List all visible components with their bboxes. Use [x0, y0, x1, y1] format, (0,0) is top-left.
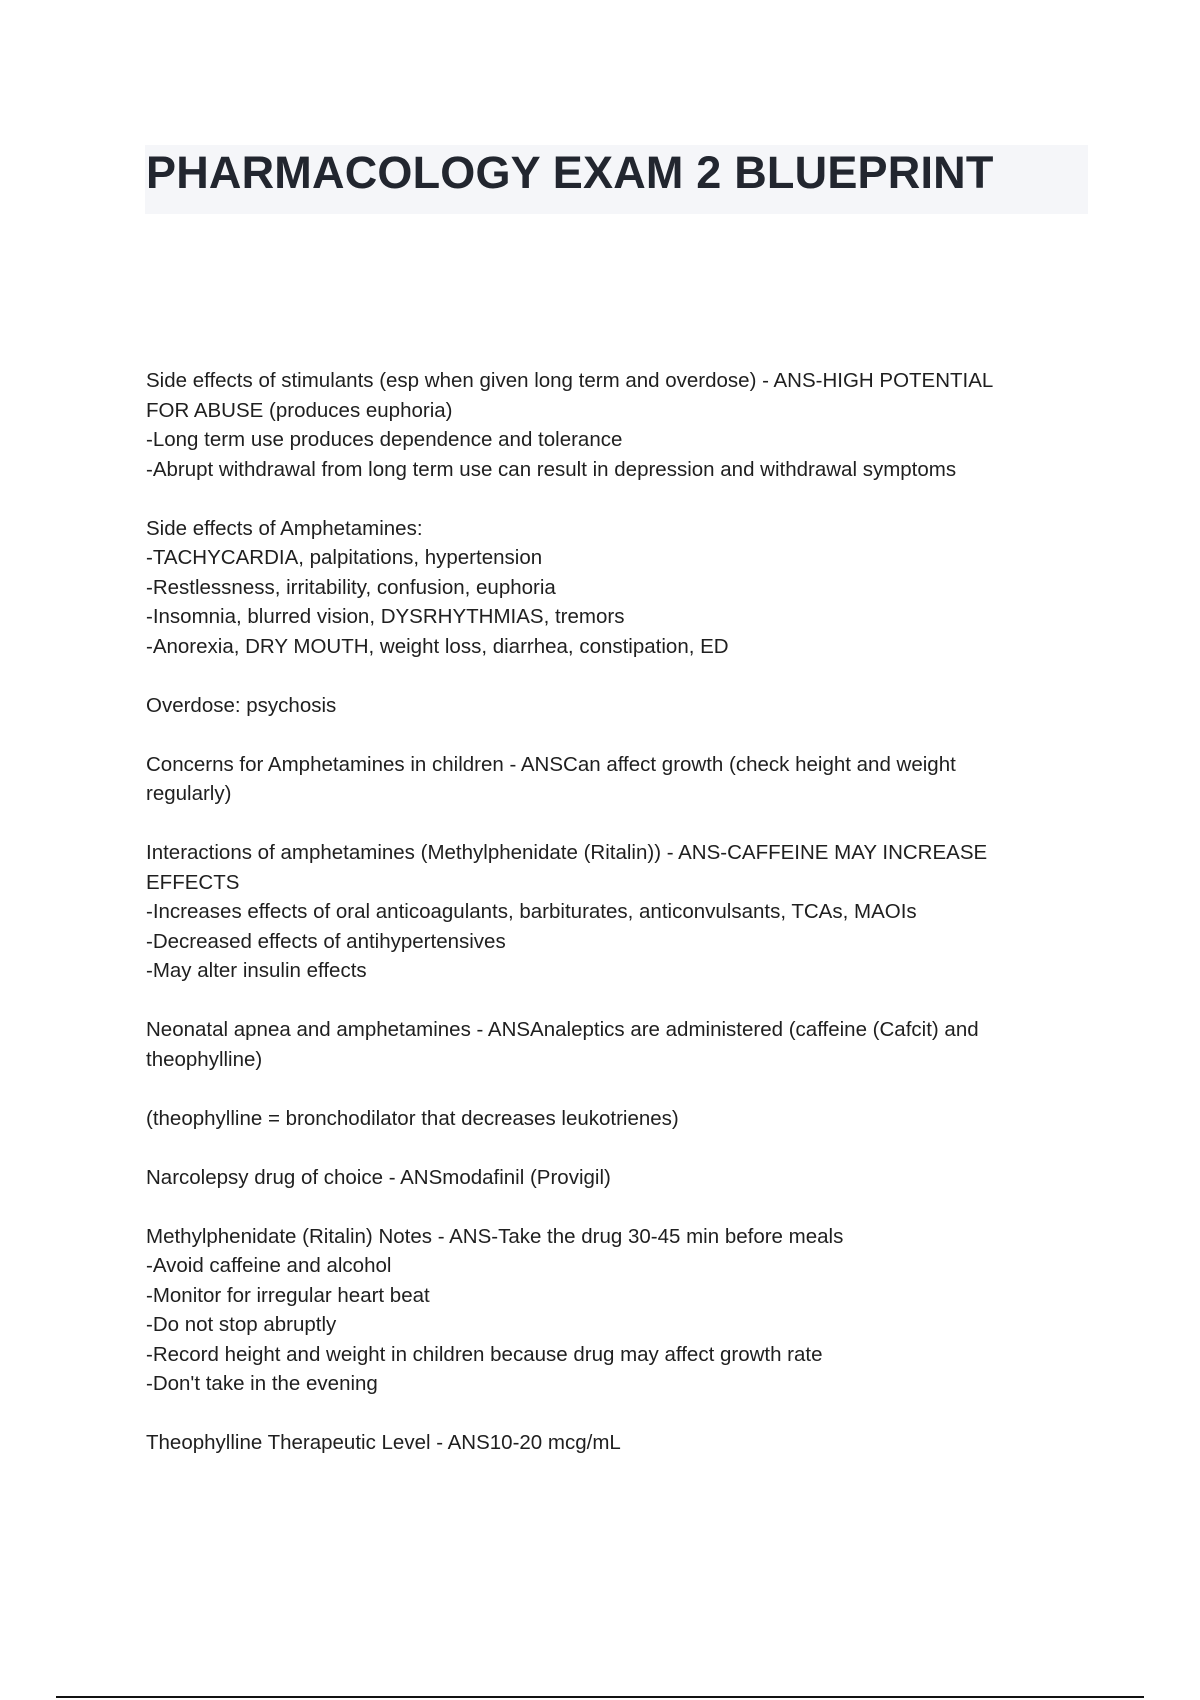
text-line: -Decreased effects of antihypertensives: [146, 929, 506, 953]
text-line: Methylphenidate (Ritalin) Notes - ANS-Take the drug 30-45 min before meals: [146, 1224, 844, 1248]
text-line: Interactions of amphetamines (Methylphenidate (Ritalin)) - ANS-CAFFEINE MAY INCREASE: [146, 841, 988, 864]
text-line: -TACHYCARDIA, palpitations, hypertension: [146, 546, 543, 569]
text-line: Side effects of stimulants (esp when given long term and overdose) - ANS-HIGH POTENTIAL: [146, 369, 994, 392]
methylphenidate-notes-paragraph: [146, 1222, 1076, 1399]
text-line: Overdose: psychosis: [146, 693, 337, 717]
text-line: -Long term use produces dependence and tolerance: [146, 428, 623, 451]
text-line: Theophylline Therapeutic Level - ANS10-20 mcg/mL: [146, 1431, 621, 1454]
text-line: Neonatal apnea and amphetamines - ANSAnaleptics are administered (caffeine (Cafcit) and: [146, 1018, 979, 1041]
text-line: EFFECTS: [146, 870, 240, 894]
text-line: Side effects of Amphetamines:: [146, 516, 423, 540]
text-line: -May alter insulin effects: [146, 959, 367, 982]
text-line: Concerns for Amphetamines in children - ANSCan affect growth (check height and weight: [146, 752, 956, 776]
narcolepsy-paragraph: [146, 1163, 1076, 1193]
children-concerns-paragraph: [146, 750, 1076, 809]
text-line: -Monitor for irregular heart beat: [146, 1283, 430, 1307]
text-line: -Increases effects of oral anticoagulants, barbiturates, anticonvulsants, TCAs, MAOIs: [146, 900, 917, 923]
text-line: FOR ABUSE (produces euphoria): [146, 398, 453, 422]
interactions-paragraph: [146, 838, 1076, 986]
document-title: PHARMACOLOGY EXAM 2 BLUEPRINT: [146, 147, 994, 198]
text-line: -Avoid caffeine and alcohol: [146, 1254, 392, 1277]
text-line: -Abrupt withdrawal from long term use can result in depression and withdrawal symptoms: [146, 457, 957, 481]
neonatal-apnea-paragraph: [146, 1015, 1076, 1074]
text-line: regularly): [146, 782, 232, 805]
text-line: -Restlessness, irritability, confusion, euphoria: [146, 575, 556, 599]
text-line: (theophylline = bronchodilator that decreases leukotrienes): [146, 1106, 679, 1130]
text-line: -Insomnia, blurred vision, DYSRHYTHMIAS, tremors: [146, 605, 625, 628]
theophylline-note-paragraph: [146, 1104, 1076, 1134]
text-line: -Record height and weight in children because drug may affect growth rate: [146, 1342, 823, 1366]
text-line: -Do not stop abruptly: [146, 1313, 337, 1336]
document-body: [146, 366, 1076, 1487]
text-line: -Don't take in the evening: [146, 1372, 378, 1395]
text-line: theophylline): [146, 1047, 263, 1071]
footer-divider: [56, 1696, 1144, 1698]
text-line: Narcolepsy drug of choice - ANSmodafinil (Provigil): [146, 1165, 611, 1189]
amphetamines-side-effects-paragraph: [146, 514, 1076, 662]
overdose-paragraph: [146, 691, 1076, 721]
stimulants-side-effects-paragraph: [146, 366, 1076, 484]
theophylline-level-paragraph: [146, 1428, 1076, 1458]
text-line: -Anorexia, DRY MOUTH, weight loss, diarrhea, constipation, ED: [146, 634, 729, 658]
